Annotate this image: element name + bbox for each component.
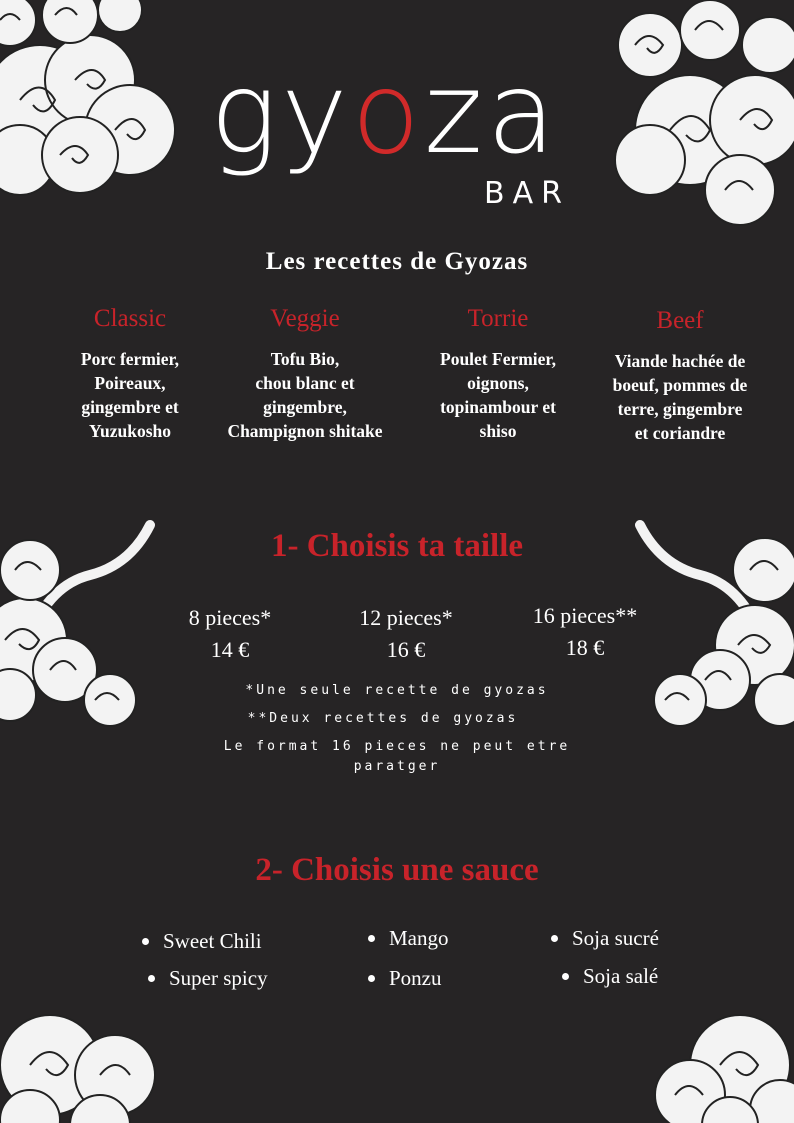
size-option-16 — [510, 600, 660, 664]
sauce-item — [142, 929, 262, 954]
sauce-item — [562, 964, 658, 989]
note-format-line2: paratger — [353, 759, 441, 774]
recipe-description — [30, 347, 230, 443]
recipe-name: Classic — [93, 305, 167, 332]
logo-wordmark — [210, 49, 570, 179]
cloud-top-right-illustration — [590, 0, 794, 240]
recipe-line: terre, gingembre — [617, 399, 743, 419]
sauce-label: Ponzu — [389, 966, 442, 990]
recipe-description — [205, 347, 405, 443]
logo-text-o-red: o — [351, 49, 425, 179]
sauce-item — [368, 926, 449, 951]
recipe-line: Champignon shitake — [227, 421, 383, 441]
recipe-name: Torrie — [467, 305, 529, 332]
recipe-line: Porc fermier, — [80, 349, 180, 369]
logo-text-gy: gy — [210, 49, 352, 179]
recipe-line: chou blanc et — [255, 373, 355, 393]
recipe-line: Viande hachée de — [614, 351, 746, 371]
bullet-icon — [551, 935, 558, 942]
recipe-torrie — [398, 305, 598, 443]
recipe-line: gingembre et — [81, 397, 179, 417]
note-two-recipes: **Deux recettes de gyozas — [247, 711, 519, 726]
recipe-line: shiso — [479, 421, 517, 441]
size-label: 16 pieces** — [532, 603, 638, 628]
size-option-12 — [331, 602, 481, 666]
sauce-item — [148, 966, 268, 991]
cloud-bottom-right-illustration — [650, 995, 794, 1123]
bullet-icon — [368, 975, 375, 982]
size-label: 12 pieces* — [359, 605, 453, 630]
sauce-item — [551, 926, 659, 951]
size-option-8 — [155, 602, 305, 666]
bullet-icon — [148, 975, 155, 982]
recipe-description — [398, 347, 598, 443]
sauce-label: Soja salé — [583, 964, 659, 988]
recipe-line: Yuzukosho — [88, 421, 172, 441]
cloud-top-left-illustration — [0, 0, 210, 200]
recipe-beef — [580, 307, 780, 445]
sauce-label: Sweet Chili — [163, 929, 262, 953]
size-price: 14 € — [210, 637, 250, 662]
cloud-bottom-left-illustration — [0, 985, 170, 1123]
note-single-recipe: *Une seule recette de gyozas — [245, 683, 549, 698]
bullet-icon — [142, 938, 149, 945]
size-price: 16 € — [386, 637, 426, 662]
sauce-label: Super spicy — [169, 966, 268, 990]
recipe-line: gingembre, — [263, 397, 347, 417]
recipe-name: Veggie — [270, 305, 340, 332]
recipe-line: boeuf, pommes de — [612, 375, 748, 395]
recipe-line: Poulet Fermier, — [440, 349, 556, 369]
step2-title: 2- Choisis une sauce — [255, 852, 539, 888]
size-label: 8 pieces* — [188, 605, 272, 630]
note-format-line1: Le format 16 pieces ne peut etre — [223, 739, 571, 754]
logo-subtitle: BAR — [484, 176, 570, 211]
bullet-icon — [562, 973, 569, 980]
size-price: 18 € — [565, 635, 605, 660]
sauce-label: Soja sucré — [572, 926, 659, 950]
step1-title: 1- Choisis ta taille — [270, 528, 524, 564]
recipe-description — [580, 349, 780, 445]
gyoza-bar-logo — [210, 49, 570, 211]
sauce-item — [368, 966, 442, 991]
recipe-veggie — [205, 305, 405, 443]
recipe-classic — [30, 305, 230, 443]
recipes-heading: Les recettes de Gyozas — [265, 248, 529, 275]
recipe-name: Beef — [656, 307, 704, 334]
logo-text-za: za — [424, 49, 560, 179]
recipe-line: Tofu Bio, — [270, 349, 340, 369]
recipe-line: Poireaux, — [94, 373, 166, 393]
bullet-icon — [368, 935, 375, 942]
recipe-line: et coriandre — [634, 423, 726, 443]
sauce-label: Mango — [389, 926, 449, 950]
recipe-line: oignons, — [467, 373, 529, 393]
recipe-line: topinambour et — [440, 397, 556, 417]
